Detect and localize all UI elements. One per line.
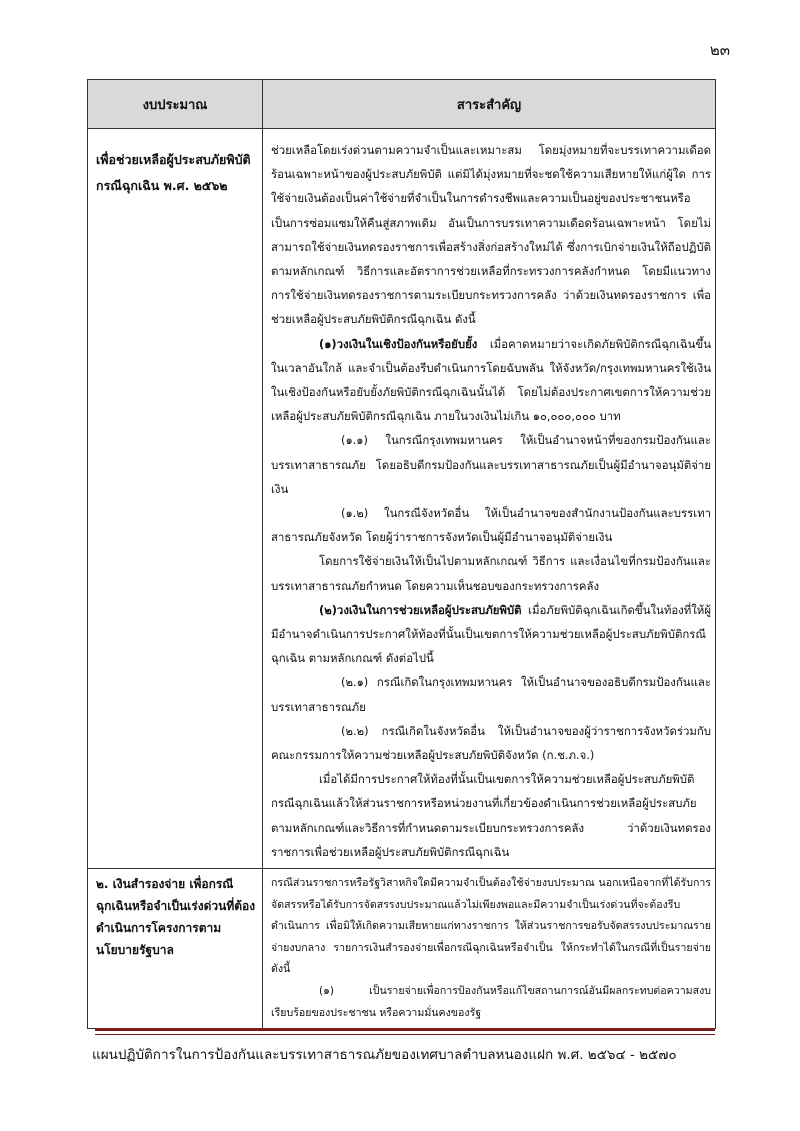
header-essence: สาระสำคัญ xyxy=(263,80,716,129)
footer-plan-title: แผนปฏิบัติการในการป้องกันและบรรเทาสาธารณภัยของเทศบาลตำบลหนองแฝก พ.ศ. ๒๕๖๔ - ๒๕๗๐ xyxy=(92,1047,677,1063)
row-label-reserve-fund: ๒. เงินสำรองจ่าย เพื่อกรณีฉุกเฉินหรือจำเป็นเร่งด่วนที่ต้องดำเนินการโครงการตามนโยบายรัฐบาล xyxy=(88,869,263,1029)
footer-rule-thick xyxy=(95,1028,715,1031)
section-1-1-paragraph: (๑.๑) ในกรณีกรุงเทพมหานคร ให้เป็นอำนาจหน้าที่ของกรมป้องกันและบรรเทาสาธารณภัย โดยอธิบดีกรมป้องกันและบรรเทาสาธารณภัยเป็นผู้มีอำนาจอนุมัติจ่ายเงิน xyxy=(271,433,711,496)
section-1-note-paragraph: โดยการใช้จ่ายเงินให้เป็นไปตามหลักเกณฑ์ วิธีการ และเงื่อนไขที่กรมป้องกันและบรรเทาสาธารณภัยกำหนด โดยความเห็นชอบของกระทรวงการคลัง xyxy=(271,554,711,593)
row-body-disaster-relief xyxy=(263,129,716,869)
table-header-row xyxy=(88,80,716,129)
section-2-2-paragraph: (๒.๒) กรณีเกิดในจังหวัดอื่น ให้เป็นอำนาจของผู้ว่าราชการจังหวัดร่วมกับคณะกรรมการให้ความช่วยเหลือผู้ประสบภัยพิบัติจังหวัด (ก.ช.ภ.จ.) xyxy=(271,723,711,763)
section-2-1-paragraph: (๒.๑) กรณีเกิดในกรุงเทพมหานคร ให้เป็นอำนาจของอธิบดีกรมป้องกันและบรรเทาสาธารณภัย xyxy=(271,675,711,714)
section-1-heading: (๑)วงเงินในเชิงป้องกันหรือยับยั้ง xyxy=(319,336,478,351)
section-2-text: เมื่อภัยพิบัติฉุกเฉินเกิดขึ้นในท้องที่ให้ผู้มีอำนาจดำเนินการประกาศให้ท้องที่นั้นเป็นเขตการให้ความช่วยเหลือผู้ประสบภัยพิบัติกรณีฉุกเฉิน ตามหลักเกณฑ์ ดังต่อไปนี้ xyxy=(271,602,711,666)
intro-paragraph: ช่วยเหลือโดยเร่งด่วนตามความจำเป็นและเหมาะสม โดยมุ่งหมายที่จะบรรเทาความเดือดร้อนเฉพาะหน้าของผู้ประสบภัยพิบัติ แต่มิได้มุ่งหมายที่จะชดใช้ความเสียหายให้แก่ผู้ใด การใช้จ่ายเงินต้องเป็นค่าใช้จ่ายที่จำเป็นในการดำรงชีพและความเป็นอยู่ของประชาชนหรือเป็นการซ่อมแซมให้คืนสู่สภาพเดิม อันเป็นการบรรเทาความเดือดร้อนเฉพาะหน้า โดยไม่สามารถใช้จ่ายเงินทดรองราชการเพื่อสร้างสิ่งก่อสร้างใหม่ได้ ซึ่งการเบิกจ่ายเงินให้ถือปฏิบัติตามหลักเกณฑ์ วิธีการและอัตราการช่วยเหลือที่กระทรวงการคลังกำหนด โดยมีแนวทางการใช้จ่ายเงินทดรองราชการตามระเบียบกระทรวงการคลัง ว่าด้วยเงินทดรองราชการ เพื่อช่วยเหลือผู้ประสบภัยพิบัติกรณีฉุกเฉิน ดังนี้ xyxy=(271,143,711,327)
row-label-disaster-relief: เพื่อช่วยเหลือผู้ประสบภัยพิบัติกรณีฉุกเฉิน พ.ศ. ๒๕๖๒ xyxy=(88,129,263,869)
section-2-heading: (๒)วงเงินในการช่วยเหลือผู้ประสบภัยพิบัติ xyxy=(319,602,522,617)
table-row xyxy=(88,869,716,1029)
section-1-2-paragraph: (๑.๒) ในกรณีจังหวัดอื่น ให้เป็นอำนาจของสำนักงานป้องกันและบรรเทาสาธารณภัยจังหวัด โดยผู้ว่าราชการจังหวัดเป็นผู้มีอำนาจอนุมัติจ่ายเงิน xyxy=(271,506,711,545)
reserve-item-1-paragraph: (๑) เป็นรายจ่ายเพื่อการป้องกันหรือแก้ไขสถานการณ์อันมีผลกระทบต่อความสงบเรียบร้อยของประชาชน หรือความมั่นคงของรัฐ xyxy=(271,985,711,1019)
section-2-note-paragraph: เมื่อได้มีการประกาศให้ท้องที่นั้นเป็นเขตการให้ความช่วยเหลือผู้ประสบภัยพิบัติกรณีฉุกเฉินแล้วให้ส่วนราชการหรือหน่วยงานที่เกี่ยวข้องดำเนินการช่วยเหลือผู้ประสบภัยตามหลักเกณฑ์และวิธีการที่กำหนดตามระเบียบกระทรวงการคลัง ว่าด้วยเงินทดรองราชการเพื่อช่วยเหลือผู้ประสบภัยพิบัติกรณีฉุกเฉิน xyxy=(271,772,711,859)
budget-table xyxy=(87,79,716,1029)
reserve-intro-paragraph: กรณีส่วนราชการหรือรัฐวิสาหกิจใดมีความจำเป็นต้องใช้จ่ายงบประมาณ นอกเหนือจากที่ได้รับการจัดสรรหรือได้รับการจัดสรรงบประมาณแล้วไม่เพียงพอและมีความจำเป็นเร่งด่วนที่จะต้องรีบดำเนินการ เพื่อมิให้เกิดความเสียหายแก่ทางราชการ ให้ส่วนราชการขอรับจัดสรรงบประมาณรายจ่ายงบกลาง รายการเงินสำรองจ่ายเพื่อกรณีฉุกเฉินหรือจำเป็น ให้กระทำได้ในกรณีที่เป็นรายจ่าย ดังนี้ xyxy=(271,877,711,976)
page-number: ๒๓ xyxy=(709,41,730,59)
footer-rule-thin xyxy=(95,1034,715,1035)
section-2-paragraph xyxy=(271,598,711,671)
row-body-reserve-fund xyxy=(263,869,716,1029)
section-1-paragraph xyxy=(271,332,711,429)
section-1-text: เมื่อคาดหมายว่าจะเกิดภัยพิบัติกรณีฉุกเฉินขึ้นในเวลาอันใกล้ และจำเป็นต้องรีบดำเนินการโดยฉับพลัน ให้จังหวัด/กรุงเทพมหานครใช้เงินในเชิงป้องกันหรือยับยั้งภัยพิบัติกรณีฉุกเฉินนั้นได้ โดยไม่ต้องประกาศเขตการให้ความช่วยเหลือผู้ประสบภัยพิบัติกรณีฉุกเฉิน ภายในวงเงินไม่เกิน ๑๐,๐๐๐,๐๐๐ บาท xyxy=(271,336,711,424)
table-row xyxy=(88,129,716,869)
header-budget: งบประมาณ xyxy=(88,80,263,129)
